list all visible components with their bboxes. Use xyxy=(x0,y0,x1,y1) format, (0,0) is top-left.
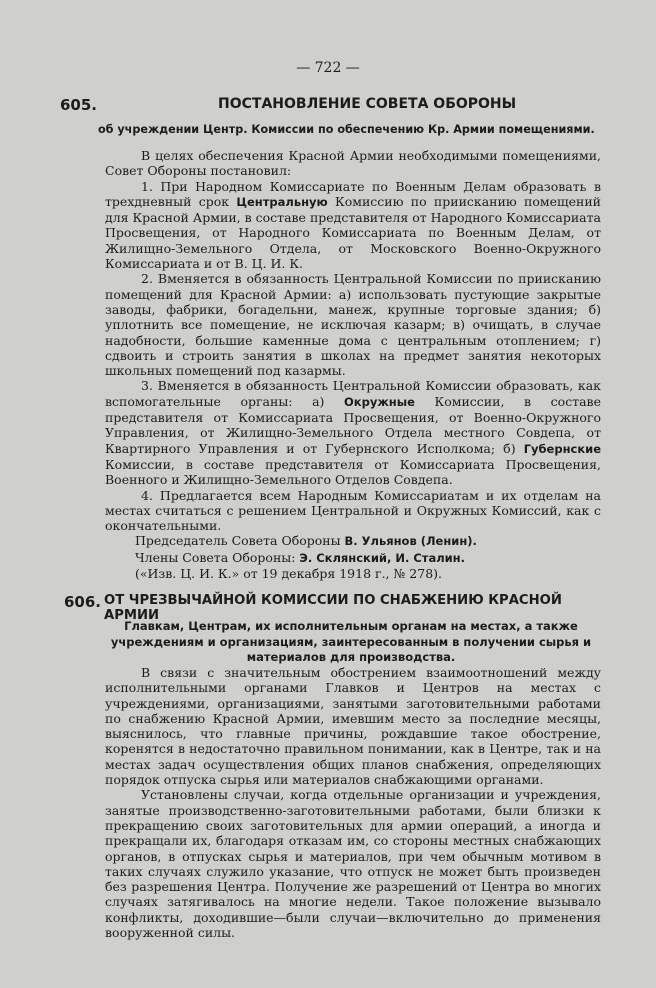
doc-606-subtitle: Главкам, Центрам, их исполнительным органам на местах, а также учреждениям и организациям, заинтересованным в получении сырья и материалов для производства. xyxy=(110,619,592,664)
doc-605-point-2: 2. Вменяется в обязанность Центральной Комиссии по приисканию помещений для Красной Армии: а) использовать пустующие закрытые заводы, фабрики, богадельни, манеж, крупные торговые здания; б) уплотнить все помещение, не исключая казарм; в) очищать, в случае надобности, большие каменные дома с центральным отоплением; г) сдвоить и строить занятия в школах на предмет занятия некоторых школьных помещений под казармы. xyxy=(105,271,601,379)
signature-chairman: Председатель Совета Обороны В. Ульянов (Ленин). xyxy=(135,533,477,549)
doc-605-body xyxy=(105,148,601,581)
signature-members: Члены Совета Обороны: Э. Склянский, И. Сталин. xyxy=(135,549,465,565)
doc-605-source: («Изв. Ц. И. К.» от 19 декабря 1918 г., № 278). xyxy=(135,566,442,582)
doc-606-title: ОТ ЧРЕЗВЫЧАЙНОЙ КОМИССИИ ПО СНАБЖЕНИЮ КРАСНОЙ АРМИИ xyxy=(104,593,562,623)
doc-605-title: ПОСТАНОВЛЕНИЕ СОВЕТА ОБОРОНЫ xyxy=(218,96,517,112)
doc-605-point-4: 4. Предлагается всем Народным Комиссариатам и их отделам на местах считаться с решением Центральной и Окружных Комиссий, как с окончательными. xyxy=(105,487,601,534)
doc-606-number: 606. xyxy=(64,593,102,611)
doc-605-intro: В целях обеспечения Красной Армии необходимыми помещениями, Совет Обороны постановил: xyxy=(105,148,601,179)
page-number: — 722 — xyxy=(296,60,360,76)
doc-605-point-1: 1. При Народном Комиссариате по Военным Делам образовать в трехдневный срок Центральную Комиссию по приисканию помещений для Красной Армии, в составе представителя от Народного Комиссариата Просвещения, от Народного Комиссариата по Военным Делам, от Жилищно-Земельного Отдела, от Московского Военно-Окружного Комиссариата и от В. Ц. И. К. xyxy=(105,178,601,272)
doc-605-subtitle: об учреждении Центр. Комиссии по обеспечению Кр. Армии помещениями. xyxy=(98,123,595,136)
doc-605-number: 605. xyxy=(60,96,98,114)
doc-606-paragraph-2: Установлены случаи, когда отдельные организации и учреждения, занятые производственно-заготовительными работами, были близки к прекращению своих заготовительных для армии операций, а иногда и прекращали их, благодаря отказам им, со стороны местных снабжающих органов, в отпусках сырья и материалов, при чем обычным мотивом в таких случаях служило указание, что отпуск не может быть произведен без разрешения Центра. Получение же разрешений от Центра во многих случаях затягивалось на многие недели. Такое положение вызывало конфликты, доходившие—были случаи—включительно до применения вооруженной силы. xyxy=(105,787,601,941)
doc-605-point-3: 3. Вменяется в обязанность Центральной Комиссии образовать, как вспомогательные органы: а) Окружные Комиссии, в составе представителя от Комиссариата Просвещения, от Военно-Окружного Управления, от Жилищно-Земельного Отдела местного Совдепа, от Квартирного Управления и от Губернского Исполкома; б) Губернские Комиссии, в составе представителя от Комиссариата Просвещения, Военного и Жилищно-Земельного Отделов Совдепа. xyxy=(105,378,601,488)
doc-606-body xyxy=(105,665,601,940)
doc-606-paragraph-1: В связи с значительным обострением взаимоотношений между исполнительными органами Главков и Центров на местах с учреждениями, организациями, занятыми заготовительными работами по снабжению Красной Армии, имевшим место за последние месяцы, выяснилось, что главные причины, рождавшие такое обострение, коренятся в недостаточно правильном понимании, как в Центре, так и на местах задач осуществления общих планов снабжения, определяющих порядок отпуска сырья или материалов снабжающими органами. xyxy=(105,665,601,788)
